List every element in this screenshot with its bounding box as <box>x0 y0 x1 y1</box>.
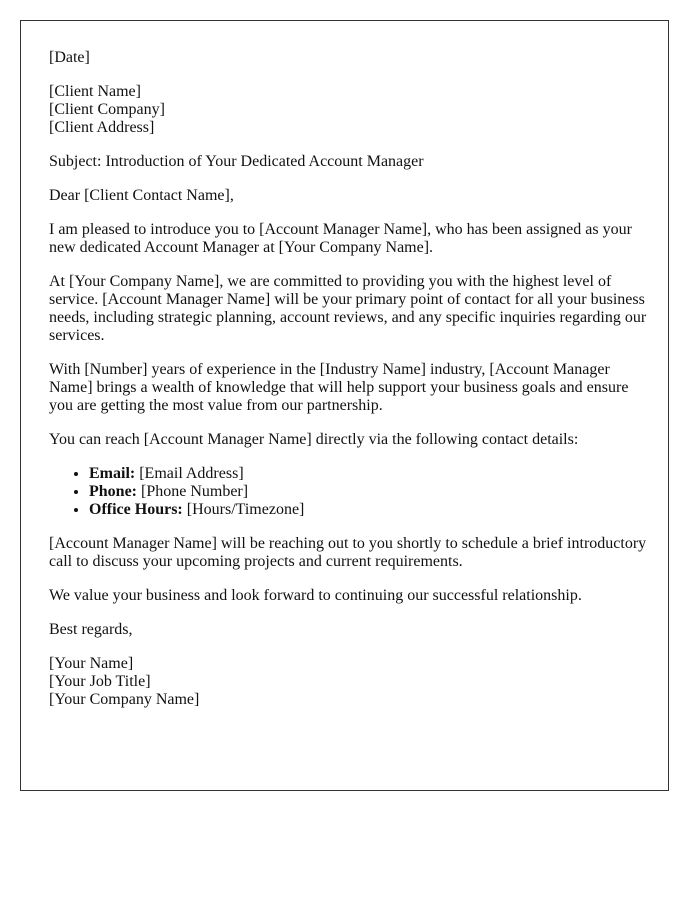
letter-subject: Subject: Introduction of Your Dedicated Account Manager <box>49 153 424 170</box>
body-paragraph-followup: [Account Manager Name] will be reaching out to you shortly to schedule a brief introductory call to discuss your upcoming projects and current requirements. <box>49 535 647 570</box>
body-paragraph-experience: With [Number] years of experience in the [Industry Name] industry, [Account Manager Name] brings a wealth of knowledge that will help support your business goals and ensure you are getting the most value from our partnership. <box>49 361 629 414</box>
body-paragraph-commitment: At [Your Company Name], we are committed to providing you with the highest level of service. [Account Manager Name] will be your primary point of contact for all your business needs, including strategic planning, account reviews, and any specific inquiries regarding our services. <box>49 273 647 344</box>
contact-item-email <box>89 465 648 483</box>
contact-label-email: Email: <box>89 465 136 482</box>
contact-details-list <box>49 465 648 519</box>
signature-job-title: [Your Job Title] <box>49 673 151 690</box>
recipient-company: [Client Company] <box>49 101 165 118</box>
letter-date: [Date] <box>49 49 90 66</box>
contact-value-office-hours: [Hours/Timezone] <box>182 501 305 518</box>
recipient-address: [Client Address] <box>49 119 155 136</box>
signature-company: [Your Company Name] <box>49 691 200 708</box>
salutation: Dear [Client Contact Name], <box>49 187 234 204</box>
contact-value-phone: [Phone Number] <box>137 483 249 500</box>
letter-document <box>20 20 669 791</box>
recipient-block <box>49 83 648 137</box>
body-paragraph-contact-intro: You can reach [Account Manager Name] directly via the following contact details: <box>49 431 579 448</box>
contact-label-office-hours: Office Hours: <box>89 501 183 518</box>
contact-value-email: [Email Address] <box>135 465 244 482</box>
body-paragraph-value: We value your business and look forward to continuing our successful relationship. <box>49 587 582 604</box>
contact-item-phone <box>89 483 648 501</box>
recipient-name: [Client Name] <box>49 83 141 100</box>
body-paragraph-intro: I am pleased to introduce you to [Account Manager Name], who has been assigned as your new dedicated Account Manager at [Your Company Name]. <box>49 221 632 256</box>
signature-block <box>49 655 648 709</box>
sign-off: Best regards, <box>49 621 133 638</box>
signature-name: [Your Name] <box>49 655 134 672</box>
contact-item-office-hours <box>89 501 648 519</box>
contact-label-phone: Phone: <box>89 483 137 500</box>
